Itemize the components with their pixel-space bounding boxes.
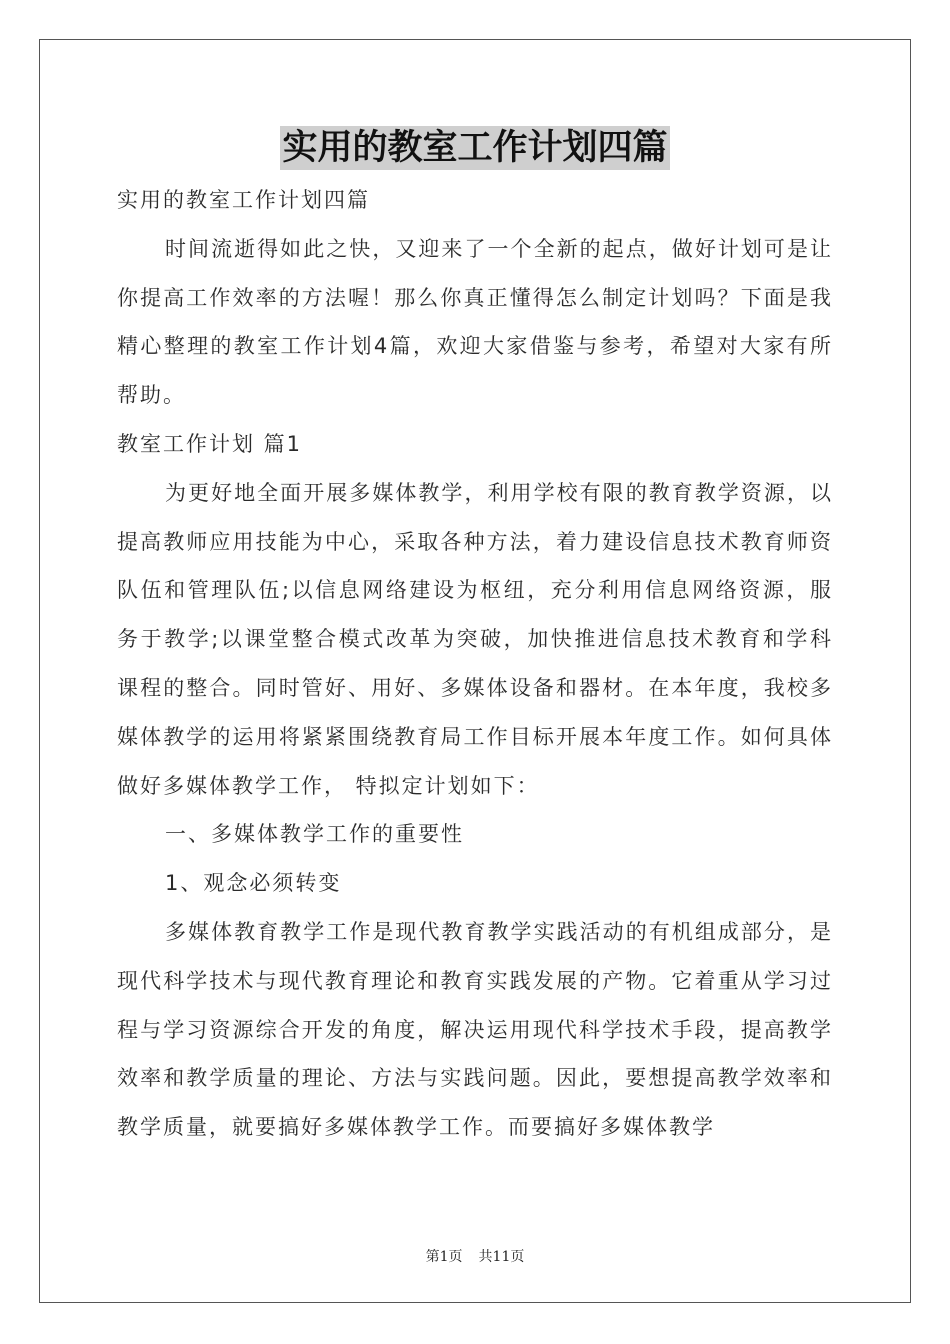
paragraph-body: 多媒体教育教学工作是现代教育教学实践活动的有机组成部分，是现代科学技术与现代教育理论和教育实践发展的产物。它着重从学习过程与学习资源综合开发的角度，解决运用现代科学技术手段，提高教学效率和教学质量的理论、方法与实践问题。因此，要想提高教学效率和教学质量，就要搞好多媒体教学工作。而要搞好多媒体教学 (117, 919, 833, 1140)
paragraph-intro: 时间流逝得如此之快，又迎来了一个全新的起点，做好计划可是让你提高工作效率的方法喔！那么你真正懂得怎么制定计划吗？下面是我精心整理的教室工作计划4篇，欢迎大家借鉴与参考，希望对大家有所帮助。 (117, 236, 833, 408)
page-total: 共11页 (478, 1249, 525, 1265)
paragraph-body: 为更好地全面开展多媒体教学，利用学校有限的教育教学资源，以提高教师应用技能为中心，采取各种方法，着力建设信息技术教育师资队伍和管理队伍;以信息网络建设为枢纽，充分利用信息网络资源，服务于教学;以课堂整合模式改革为突破，加快推进信息技术教育和学科课程的整合。同时管好、用好、多媒体设备和器材。在本年度，我校多媒体教学的运用将紧紧围绕教育局工作目标开展本年度工作。如何具体做好多媒体教学工作， 特拟定计划如下： (117, 480, 833, 798)
paragraph-doc-heading: 实用的教室工作计划四篇 (117, 188, 370, 212)
paragraph-subheading: 一、多媒体教学工作的重要性 (165, 822, 464, 847)
document-body (117, 176, 833, 1152)
document-title (0, 126, 950, 170)
paragraph-subheading: 1、观念必须转变 (165, 871, 342, 896)
document-title-text: 实用的教室工作计划四篇 (282, 127, 668, 168)
page-footer (0, 1246, 950, 1266)
paragraph-section-heading: 教室工作计划 篇1 (117, 431, 303, 456)
page-number: 第1页 (425, 1249, 463, 1265)
